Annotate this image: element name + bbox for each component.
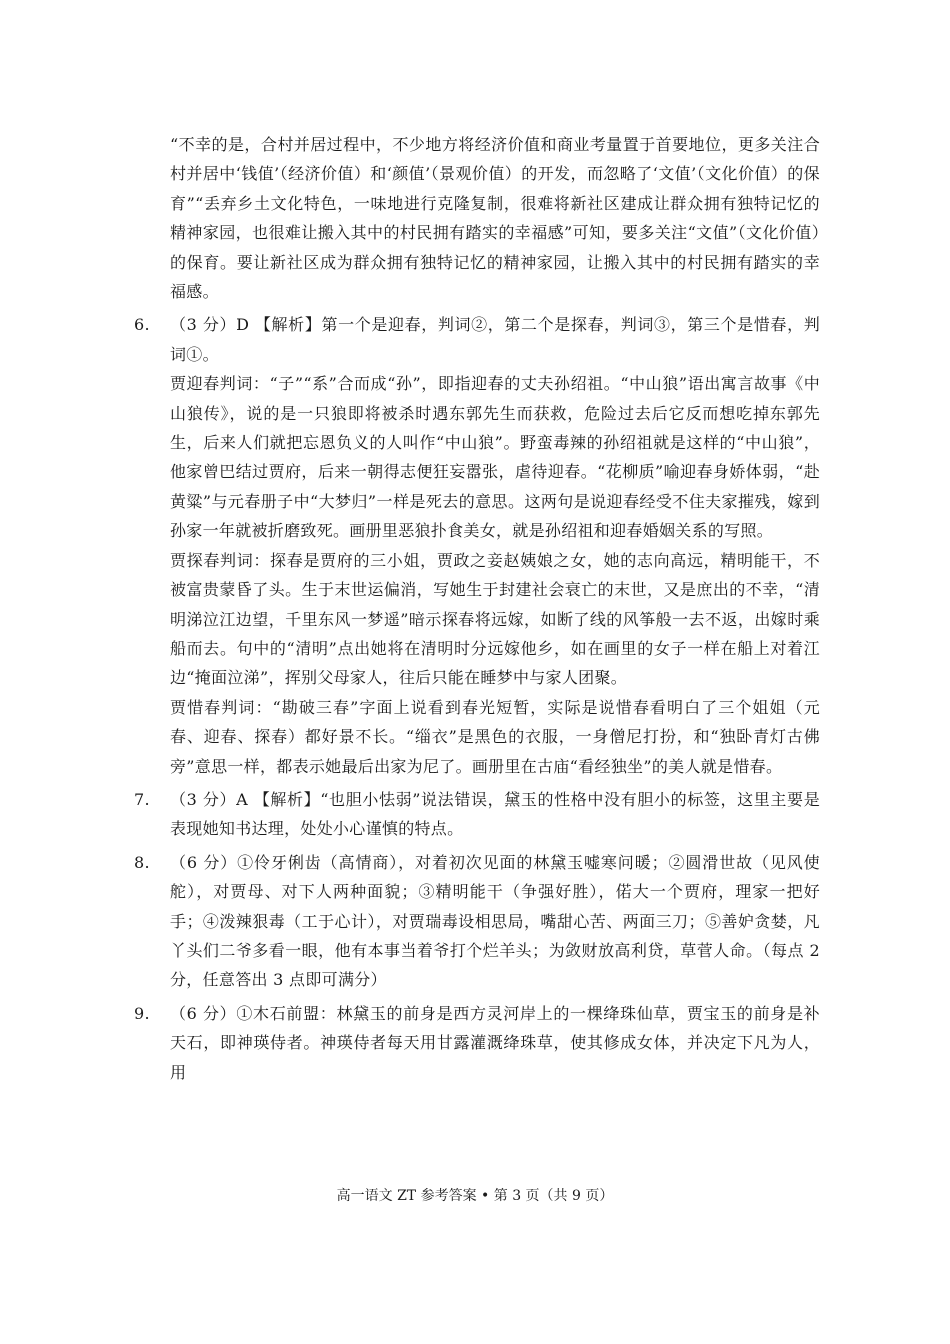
item-paragraph: （3 分）D 【解析】第一个是迎春，判词②，第二个是探春，判词③，第三个是惜春，判词①。 bbox=[170, 315, 820, 364]
intro-block bbox=[134, 130, 820, 306]
item-body bbox=[170, 999, 820, 1087]
answer-item-8 bbox=[134, 848, 820, 995]
answer-item-7 bbox=[134, 785, 820, 844]
item-number: 7. bbox=[134, 789, 150, 809]
item-body bbox=[170, 848, 820, 995]
item-paragraph: （6 分）①伶牙俐齿（高情商），对着初次见面的林黛玉嘘寒问暖；②圆滑世故（见风使舵），对贾母、对下人两种面貌；③精明能干（争强好胜），偌大一个贾府，理家一把好手；④泼辣狠毒（工于心计），对贾瑞毒设相思局，嘴甜心苦、两面三刀；⑤善妒贪婪，凡丫头们二爷多看一眼，他有本事当着爷打个烂羊头；为敛财放高利贷，草菅人命。（每点 2 分，任意答出 3 点即可满分） bbox=[170, 852, 820, 990]
item-number: 6. bbox=[134, 315, 150, 335]
item-body bbox=[170, 785, 820, 844]
item-paragraph: 贾惜春判词：“勘破三春”字面上说看到春光短暂，实际是说惜春看明白了三个姐姐（元春、迎春、探春）都好景不长。“缁衣”是黑色的衣服，一身僧尼打扮，和“独卧青灯古佛旁”意思一样，都表示她最后出家为尼了。画册里在古庙“看经独坐”的美人就是惜春。 bbox=[170, 697, 820, 776]
item-number: 8. bbox=[134, 852, 150, 872]
page-footer: 高一语文 ZT 参考答案 • 第 3 页（共 9 页） bbox=[336, 1188, 614, 1204]
item-paragraph: （3 分）A 【解析】“也胆小怯弱”说法错误，黛玉的性格中没有胆小的标签，这里主要是表现她知书达理，处处小心谨慎的特点。 bbox=[170, 789, 820, 839]
item-paragraph: 贾探春判词：探春是贾府的三小姐，贾政之妾赵姨娘之女，她的志向高远，精明能干，不被富贵蒙昏了头。生于末世运偏消，写她生于封建社会衰亡的末世，又是庶出的不幸，“清明涕泣江边望，千里东风一梦遥”暗示探春将远嫁，如断了线的风筝般一去不返，出嫁时乘船而去。句中的“清明”点出她将在清明时分远嫁他乡，如在画里的女子一样在船上对着江边“掩面泣涕”，挥别父母家人，往后只能在睡梦中与家人团聚。 bbox=[170, 550, 820, 688]
item-body bbox=[170, 310, 820, 781]
answer-content bbox=[134, 130, 820, 1087]
item-paragraph: （6 分）①木石前盟：林黛玉的前身是西方灵河岸上的一棵绛珠仙草，贾宝玉的前身是补天石，即神瑛侍者。神瑛侍者每天用甘露灌溉绛珠草，使其修成女体，并决定下凡为人，用 bbox=[170, 1003, 820, 1082]
answer-item-6 bbox=[134, 310, 820, 781]
answer-item-9 bbox=[134, 999, 820, 1087]
item-number: 9. bbox=[134, 1003, 150, 1023]
intro-paragraph: “不幸的是，合村并居过程中，不少地方将经济价值和商业考量置于首要地位，更多关注合村并居中‘钱值’（经济价值）和‘颜值’（景观价值）的开发，而忽略了‘文值’（文化价值）的保育”“丢弃乡土文化特色，一味地进行克隆复制，很难将新社区建成让群众拥有独特记忆的精神家园，也很难让搬入其中的村民拥有踏实的幸福感”可知，要多关注“文值”（文化价值）的保育。要让新社区成为群众拥有独特记忆的精神家园，让搬入其中的村民拥有踏实的幸福感。 bbox=[170, 135, 820, 302]
item-paragraph: 贾迎春判词：“子”“系”合而成“孙”，即指迎春的丈夫孙绍祖。“中山狼”语出寓言故事《中山狼传》，说的是一只狼即将被杀时遇东郭先生而获救，危险过去后它反而想吃掉东郭先生，后来人们就把忘恩负义的人叫作“中山狼”。野蛮毒辣的孙绍祖就是这样的“中山狼”，他家曾巴结过贾府，后来一朝得志便狂妄嚣张，虐待迎春。“花柳质”喻迎春身娇体弱，“赴黄粱”与元春册子中“大梦归”一样是死去的意思。这两句是说迎春经受不住夫家摧残，嫁到孙家一年就被折磨致死。画册里恶狼扑食美女，就是孙绍祖和迎春婚姻关系的写照。 bbox=[170, 374, 820, 541]
